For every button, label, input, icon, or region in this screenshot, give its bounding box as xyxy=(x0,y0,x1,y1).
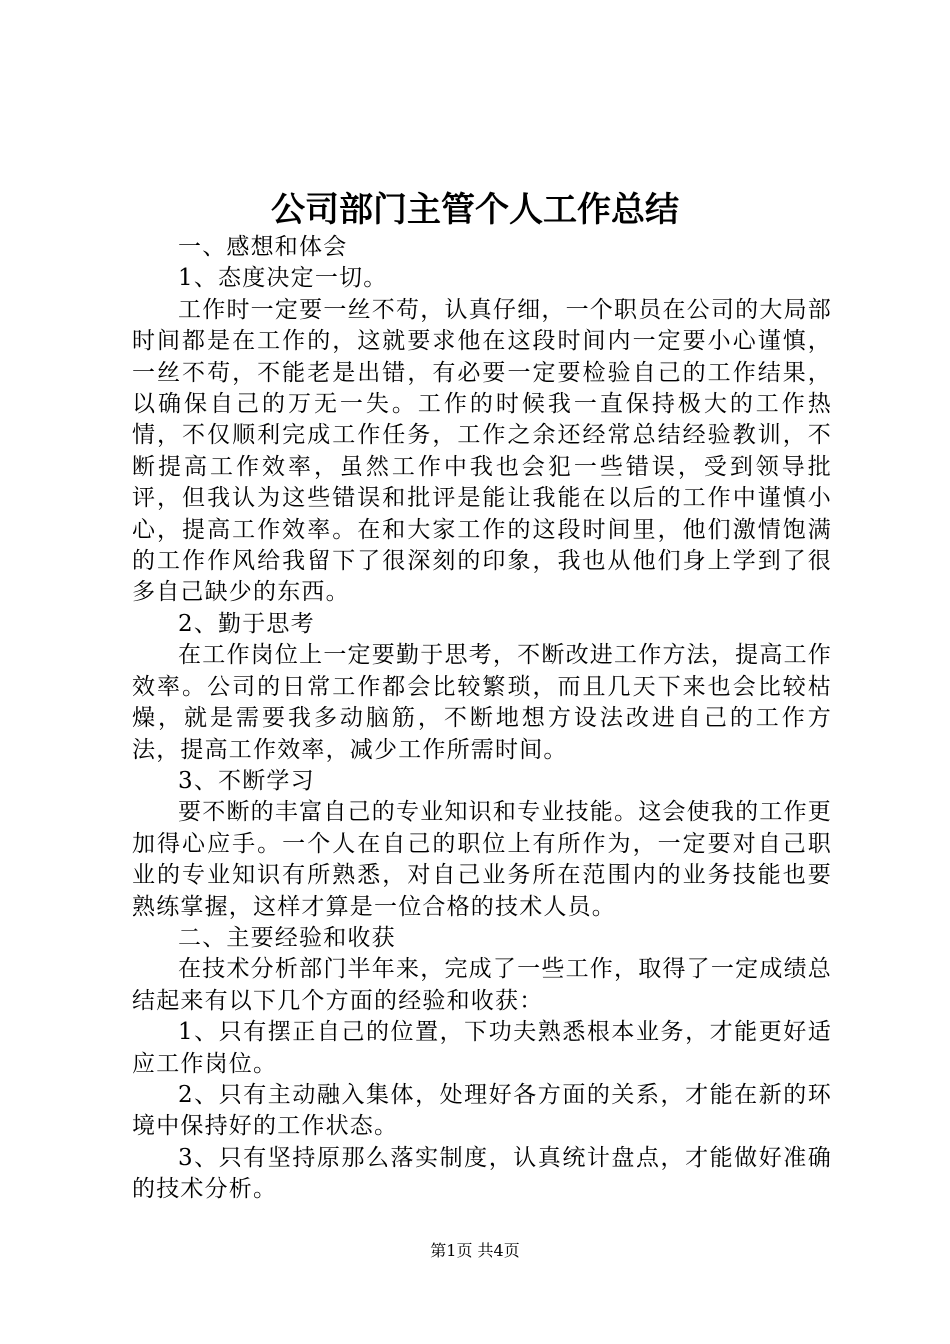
paragraph-learning: 要不断的丰富自己的专业知识和专业技能。这会使我的工作更加得心应手。一个人在自己的职位上有所作为，一定要对自己职业的专业知识有所熟悉，对自己业务所在范围内的业务技能也要熟练掌握，这样才算是一位合格的技术人员。 xyxy=(132,799,832,920)
paragraph-thinking: 在工作岗位上一定要勤于思考，不断改进工作方法，提高工作效率。公司的日常工作都会比较繁琐，而且几天下来也会比较枯燥，就是需要我多动脑筋，不断地想方设法改进自己的工作方法，提高工作效率，减少工作所需时间。 xyxy=(132,642,832,763)
subheading-attitude: 1、态度决定一切。 xyxy=(178,265,388,292)
subheading-thinking: 2、勤于思考 xyxy=(178,610,315,637)
subheading-learning: 3、不断学习 xyxy=(178,767,315,794)
section-heading-experience: 二、主要经验和收获 xyxy=(178,924,396,951)
paragraph-attitude: 工作时一定要一丝不苟，认真仔细，一个职员在公司的大局部时间都是在工作的，这就要求他在这段时间内一定要小心谨慎，一丝不苟，不能老是出错，有必要一定要检验自己的工作结果，以确保自己的万无一失。工作的时候我一直保持极大的工作热情，不仅顺利完成工作任务，工作之余还经常总结经验教训，不断提高工作效率，虽然工作中我也会犯一些错误，受到领导批评，但我认为这些错误和批评是能让我能在以后的工作中谨慎小心，提高工作效率。在和大家工作的这段时间里，他们激情饱满的工作作风给我留下了很深刻的印象，我也从他们身上学到了很多自己缺少的东西。 xyxy=(132,296,832,606)
list-item-experience-1: 1、只有摆正自己的位置，下功夫熟悉根本业务，才能更好适应工作岗位。 xyxy=(132,1019,832,1077)
section-heading-reflections: 一、感想和体会 xyxy=(178,234,348,260)
paragraph-experience-intro: 在技术分析部门半年来，完成了一些工作，取得了一定成绩总结起来有以下几个方面的经验和收获： xyxy=(132,956,832,1014)
list-item-experience-2: 2、只有主动融入集体，处理好各方面的关系，才能在新的环境中保持好的工作状态。 xyxy=(132,1081,832,1140)
page-footer: 第1页 共4页 xyxy=(430,1241,520,1260)
document-body xyxy=(132,232,832,1206)
list-item-experience-3: 3、只有坚持原那么落实制度，认真统计盘点，才能做好准确的技术分析。 xyxy=(132,1144,832,1203)
document-title: 公司部门主管个人工作总结 xyxy=(271,190,679,230)
